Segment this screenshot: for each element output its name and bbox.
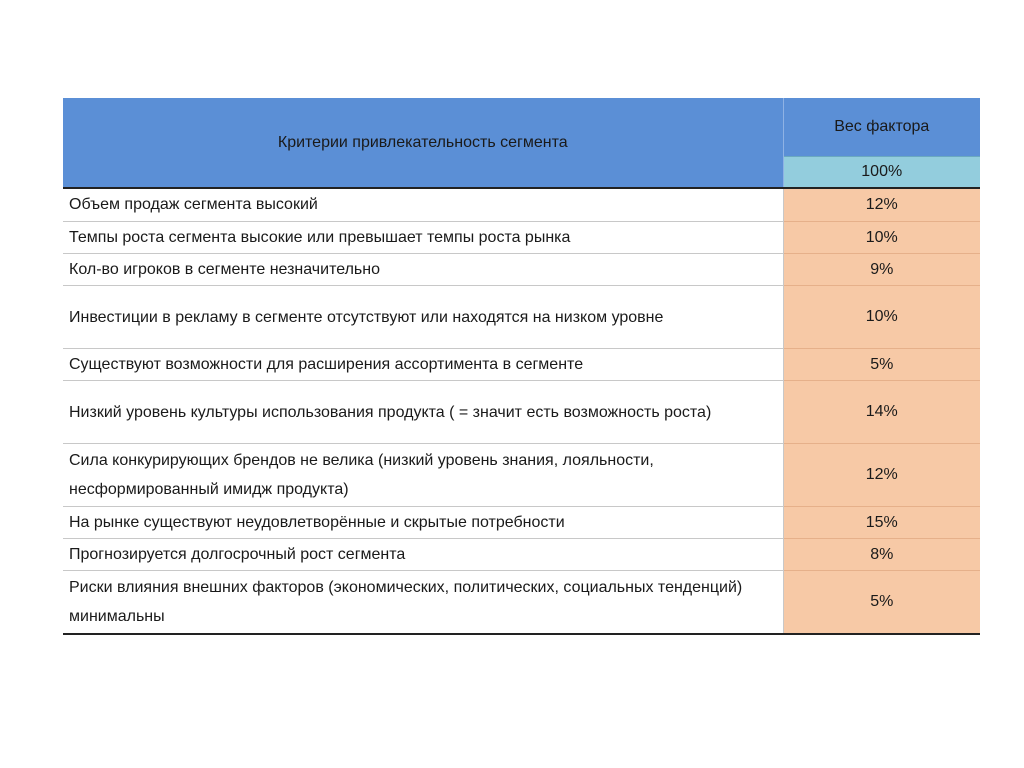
table-row: [63, 254, 980, 286]
table-row: [63, 539, 980, 571]
criterion-cell: Инвестиции в рекламу в сегменте отсутствуют или находятся на низком уровне: [63, 286, 783, 349]
total-weight-cell: 100%: [783, 157, 980, 189]
weight-cell: 12%: [783, 444, 980, 507]
criterion-cell: Кол-во игроков в сегменте незначительно: [63, 254, 783, 286]
table-row: [63, 571, 980, 635]
table-row: [63, 349, 980, 381]
table-row: [63, 286, 980, 349]
criterion-cell: Объем продаж сегмента высокий: [63, 188, 783, 222]
criteria-column-header: Критерии привлекательность сегмента: [63, 98, 783, 188]
table-row: [63, 188, 980, 222]
weight-cell: 10%: [783, 286, 980, 349]
table-row: [63, 507, 980, 539]
weight-cell: 5%: [783, 349, 980, 381]
criteria-table: [63, 98, 980, 635]
criterion-cell: Сила конкурирующих брендов не велика (низкий уровень знания, лояльности, несформированный имидж продукта): [63, 444, 783, 507]
weight-column-header: Вес фактора: [783, 98, 980, 157]
table-row: [63, 444, 980, 507]
criterion-cell: Риски влияния внешних факторов (экономических, политических, социальных тенденций) минимальны: [63, 571, 783, 635]
weight-cell: 9%: [783, 254, 980, 286]
criterion-cell: На рынке существуют неудовлетворённые и скрытые потребности: [63, 507, 783, 539]
weight-cell: 10%: [783, 222, 980, 254]
criterion-cell: Темпы роста сегмента высокие или превышает темпы роста рынка: [63, 222, 783, 254]
criterion-cell: Прогнозируется долгосрочный рост сегмента: [63, 539, 783, 571]
table-row: [63, 381, 980, 444]
weight-cell: 14%: [783, 381, 980, 444]
weight-cell: 8%: [783, 539, 980, 571]
criterion-cell: Низкий уровень культуры использования продукта ( = значит есть возможность роста): [63, 381, 783, 444]
table-row: [63, 222, 980, 254]
weight-cell: 15%: [783, 507, 980, 539]
weight-cell: 12%: [783, 188, 980, 222]
weight-cell: 5%: [783, 571, 980, 635]
criterion-cell: Существуют возможности для расширения ассортимента в сегменте: [63, 349, 783, 381]
